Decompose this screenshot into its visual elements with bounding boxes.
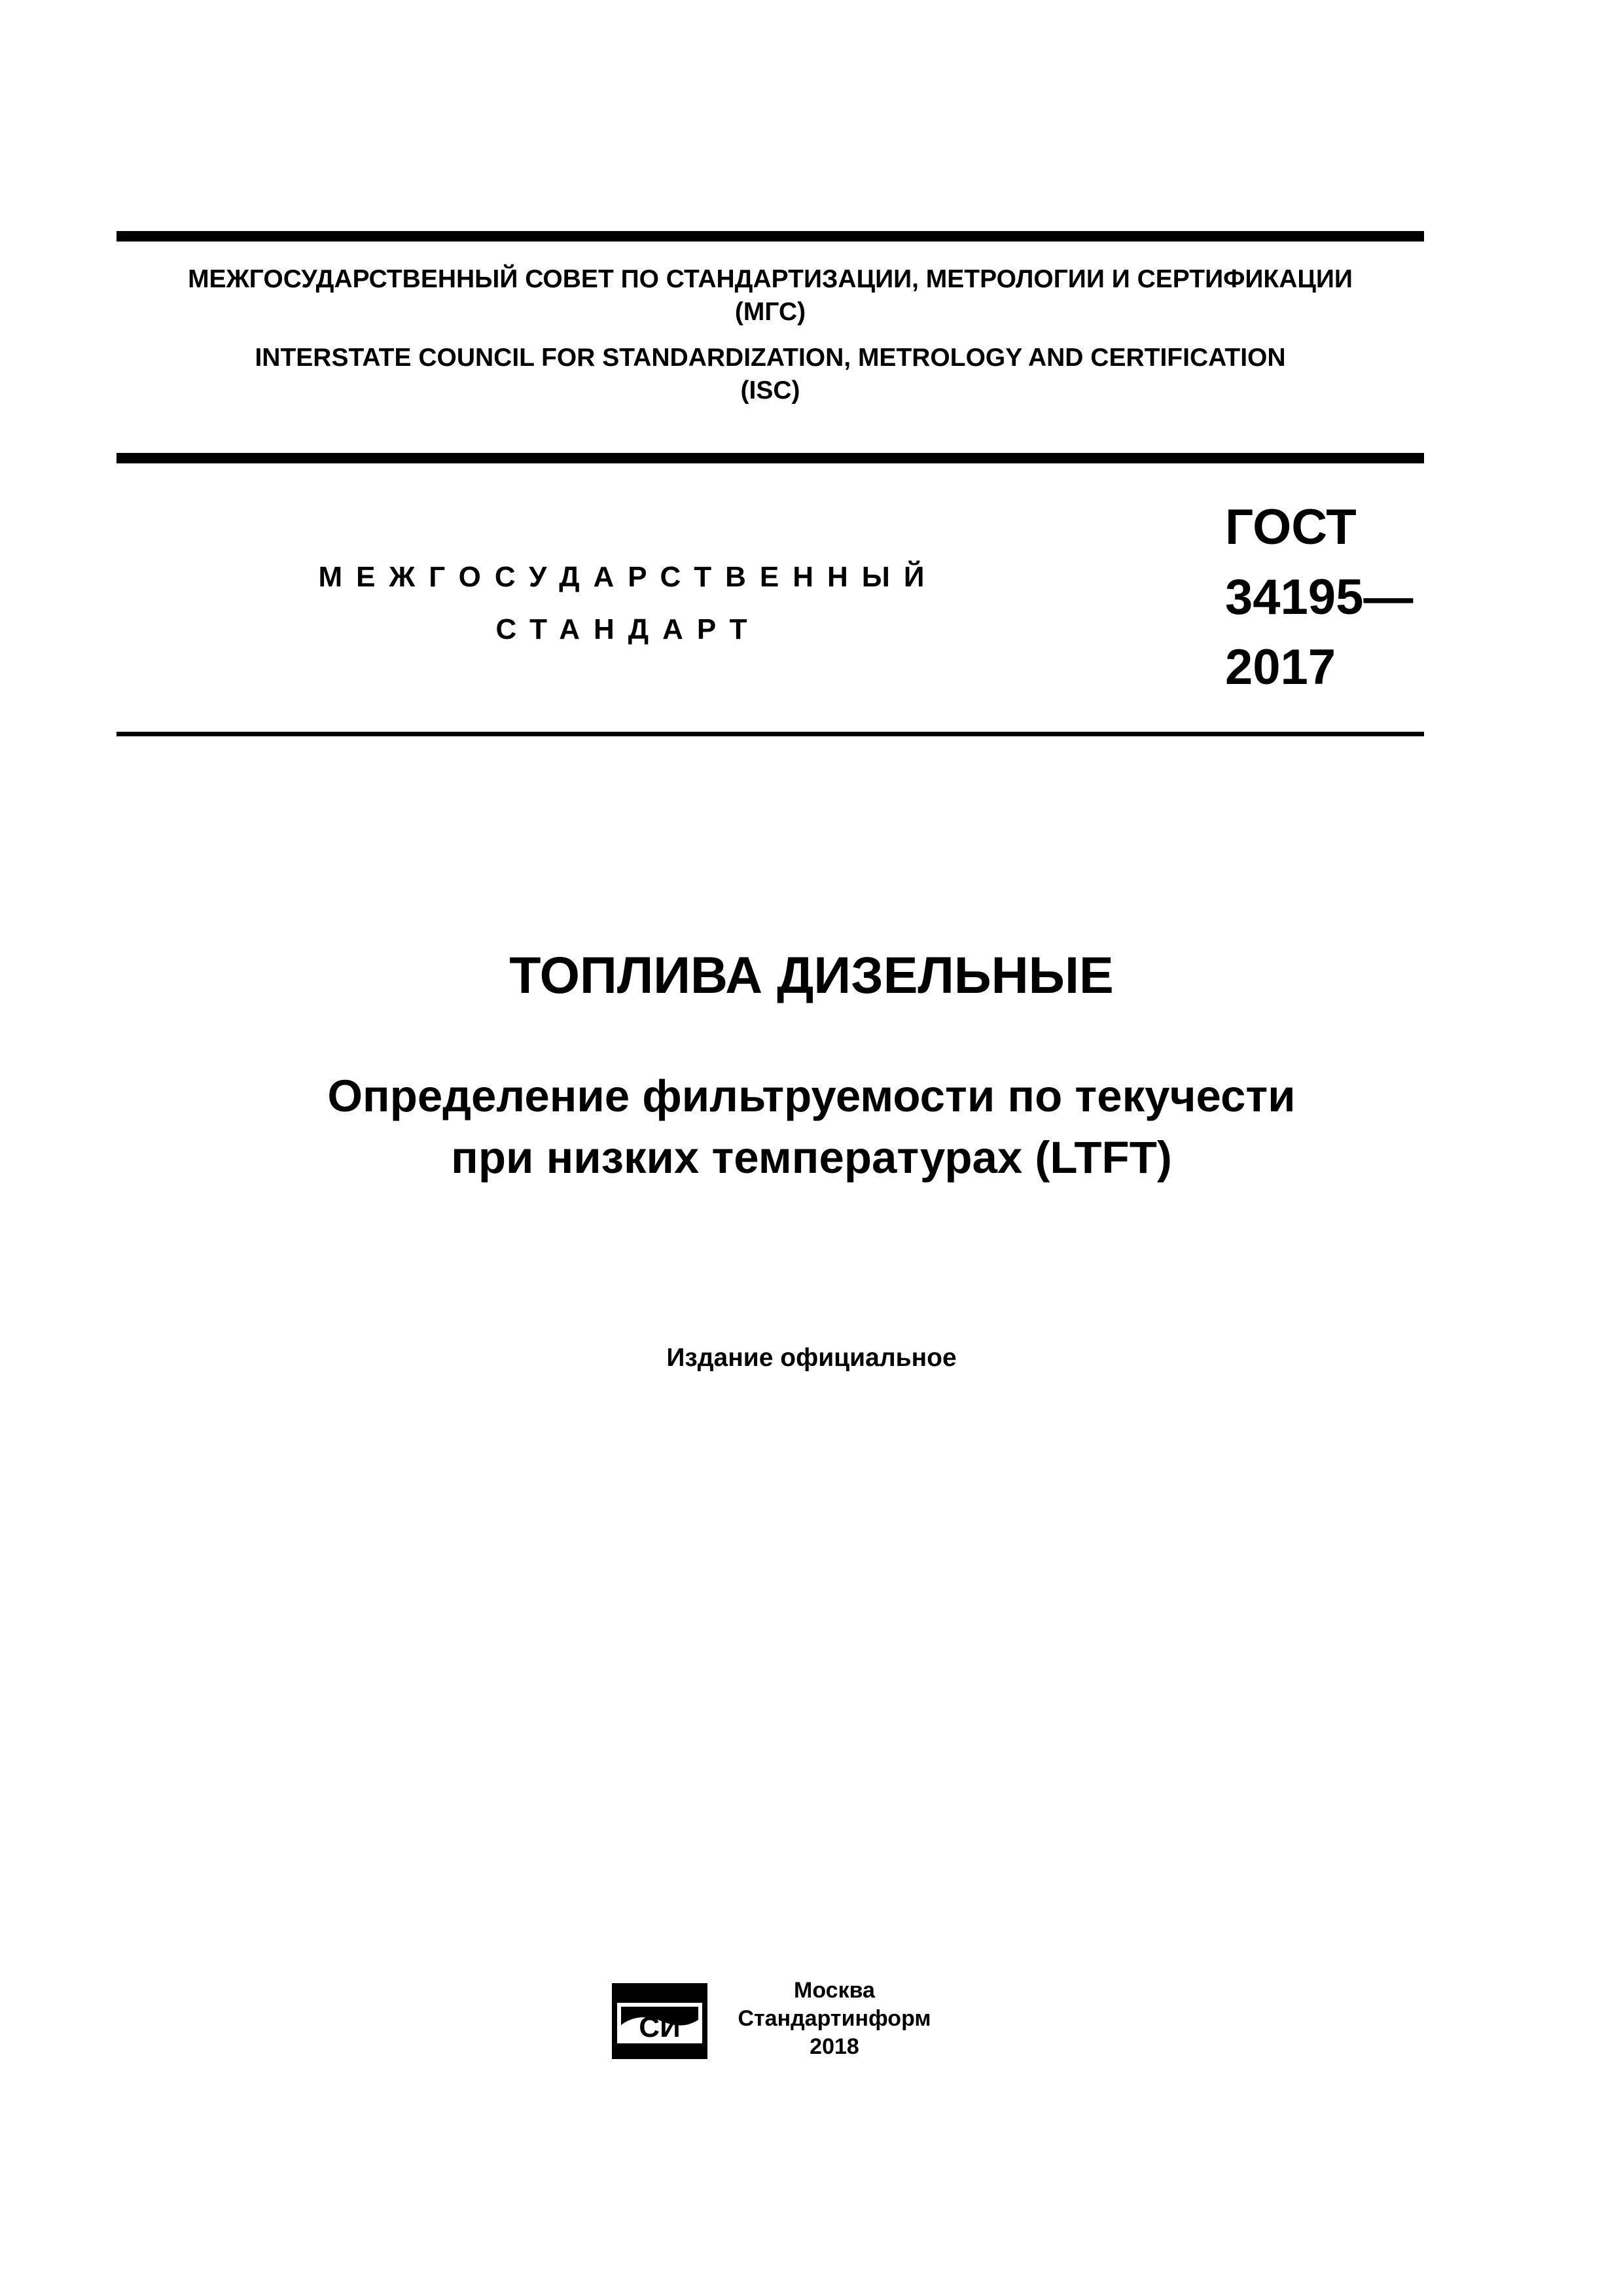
document-subtitle-line1: Определение фильтруемости по текучести (327, 1071, 1296, 1121)
publication-year: 2018 (810, 2034, 859, 2059)
top-rule (116, 231, 1424, 242)
council-abbr-ru: (МГС) (734, 298, 806, 326)
council-name-ru (116, 263, 1424, 329)
edition-note: Издание официальное (666, 1344, 957, 1372)
council-name-en-line1: INTERSTATE COUNCIL FOR STANDARDIZATION, METROLOGY AND CERTIFICATION (255, 344, 1286, 372)
council-name-en (116, 342, 1424, 407)
council-name-ru-line1: МЕЖГОСУДАРСТВЕННЫЙ СОВЕТ ПО СТАНДАРТИЗАЦИИ, МЕТРОЛОГИИ И СЕРТИФИКАЦИИ (188, 265, 1353, 293)
document-subtitle-line2: при низких температурах (LTFT) (451, 1132, 1172, 1183)
standard-id-line1: ГОСТ (1225, 499, 1357, 555)
bottom-rule (116, 732, 1424, 736)
logo-lettering: СИ (639, 2011, 681, 2043)
standard-type (275, 551, 982, 656)
document-title: ТОПЛИВА ДИЗЕЛЬНЫЕ (509, 946, 1114, 1004)
council-abbr-en: (ISC) (740, 376, 800, 404)
standartinform-logo-icon (612, 1983, 707, 2059)
standard-id-line2: 34195— (1225, 569, 1414, 625)
standard-type-line2: СТАНДАРТ (495, 613, 761, 645)
publisher-imprint (726, 1977, 942, 2061)
document-subtitle (0, 1066, 1623, 1189)
middle-rule (116, 453, 1424, 463)
standard-id-line3: 2017 (1225, 639, 1336, 695)
publisher-name: Стандартинформ (738, 2006, 931, 2031)
publisher-city: Москва (794, 1978, 875, 2003)
standard-id (1225, 492, 1413, 702)
standard-type-line1: МЕЖГОСУДАРСТВЕННЫЙ (318, 561, 938, 593)
